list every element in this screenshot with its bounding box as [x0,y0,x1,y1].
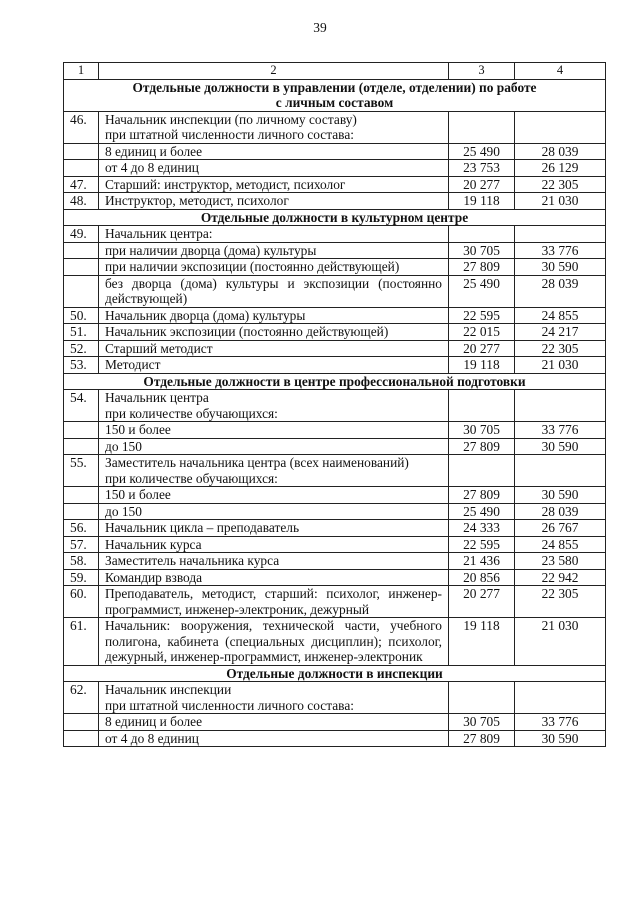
header-col-1: 1 [64,63,99,80]
salary-col-3 [449,455,515,487]
salary-col-4: 33 776 [515,422,606,439]
row-number [64,503,99,520]
salary-col-3: 20 856 [449,569,515,586]
salary-col-4: 33 776 [515,242,606,259]
salary-col-3: 30 705 [449,242,515,259]
row-number: 52. [64,340,99,357]
position-name: Заместитель начальника центра (всех наименований) при количестве обучающихся: [99,455,449,487]
row-number [64,160,99,177]
salary-col-4: 28 039 [515,503,606,520]
row-number [64,143,99,160]
row-number: 61. [64,618,99,666]
table-row [64,340,606,357]
table-row [64,553,606,570]
table-row [64,586,606,618]
salary-col-3: 19 118 [449,193,515,210]
salary-col-4: 26 129 [515,160,606,177]
table-row [64,730,606,747]
salary-col-3 [449,390,515,422]
row-number [64,275,99,307]
position-name: Начальник инспекции при штатной численности личного состава: [99,682,449,714]
salary-col-4 [515,455,606,487]
table-row [64,390,606,422]
table-row [64,618,606,666]
salary-col-3: 24 333 [449,520,515,537]
salary-col-4: 28 039 [515,143,606,160]
salary-col-4: 21 030 [515,618,606,666]
section-heading-management: Отдельные должности в управлении (отделе, отделении) по работе с личным составом [64,79,606,111]
salary-col-4: 30 590 [515,438,606,455]
table-row [64,160,606,177]
salary-col-3: 20 277 [449,340,515,357]
position-name: Командир взвода [99,569,449,586]
salary-col-3: 19 118 [449,618,515,666]
position-subitem: до 150 [99,438,449,455]
row-number [64,259,99,276]
salary-col-3: 27 809 [449,259,515,276]
salary-col-3: 27 809 [449,438,515,455]
position-name: Преподаватель, методист, старший: психолог, инженер-программист, инженер-электроник, дежурный [99,586,449,618]
page-number: 39 [313,20,327,35]
position-subitem: до 150 [99,503,449,520]
salary-col-4: 28 039 [515,275,606,307]
table-row [64,520,606,537]
salary-col-4: 33 776 [515,714,606,731]
table-row [64,111,606,143]
position-name: Начальник инспекции (по личному составу) при штатной численности личного состава: [99,111,449,143]
row-number: 56. [64,520,99,537]
position-name: Инструктор, методист, психолог [99,193,449,210]
salary-col-3: 23 753 [449,160,515,177]
position-subitem: 8 единиц и более [99,143,449,160]
salary-col-4: 24 217 [515,324,606,341]
salary-col-4: 23 580 [515,553,606,570]
section-row [64,209,606,226]
section-row [64,665,606,682]
position-subitem: без дворца (дома) культуры и экспозиции (постоянно действующей) [99,275,449,307]
table-row [64,193,606,210]
salary-col-4: 30 590 [515,259,606,276]
row-number [64,730,99,747]
position-name: Начальник: вооружения, технической части, учебного полигона, кабинета (специальных дисциплин); психолог, дежурный, инженер-программист, инженер-электроник [99,618,449,666]
table-header-row [64,63,606,80]
table-row [64,438,606,455]
salary-col-3: 25 490 [449,503,515,520]
table-row [64,143,606,160]
salary-col-3 [449,682,515,714]
salary-col-3: 20 277 [449,176,515,193]
table-row [64,242,606,259]
row-number: 48. [64,193,99,210]
salary-col-3: 27 809 [449,730,515,747]
position-name: Начальник дворца (дома) культуры [99,307,449,324]
salary-col-4: 22 942 [515,569,606,586]
table-row [64,275,606,307]
position-name: Методист [99,357,449,374]
position-name: Старший: инструктор, методист, психолог [99,176,449,193]
salary-col-3: 30 705 [449,714,515,731]
row-number: 46. [64,111,99,143]
row-number: 59. [64,569,99,586]
row-number: 50. [64,307,99,324]
salary-col-4: 30 590 [515,730,606,747]
salary-col-3: 19 118 [449,357,515,374]
salary-col-4: 24 855 [515,307,606,324]
salary-col-3: 27 809 [449,487,515,504]
position-subitem: от 4 до 8 единиц [99,730,449,747]
row-number: 49. [64,226,99,243]
salary-col-4 [515,226,606,243]
row-number [64,487,99,504]
salary-col-3: 22 595 [449,307,515,324]
position-subitem: от 4 до 8 единиц [99,160,449,177]
position-subitem: при наличии дворца (дома) культуры [99,242,449,259]
section-row [64,79,606,111]
row-number: 54. [64,390,99,422]
table-row [64,455,606,487]
row-number [64,422,99,439]
salary-col-4: 22 305 [515,340,606,357]
row-number: 47. [64,176,99,193]
row-number: 55. [64,455,99,487]
row-number [64,438,99,455]
salary-col-4: 22 305 [515,586,606,618]
salary-col-4: 30 590 [515,487,606,504]
salary-col-4: 22 305 [515,176,606,193]
table-row [64,503,606,520]
section-row [64,373,606,390]
row-number [64,714,99,731]
row-number: 53. [64,357,99,374]
salary-col-4: 21 030 [515,193,606,210]
position-subitem: 150 и более [99,487,449,504]
table-row [64,487,606,504]
salary-col-3: 30 705 [449,422,515,439]
salary-col-3 [449,226,515,243]
header-col-2: 2 [99,63,449,80]
row-number [64,242,99,259]
salary-col-4: 26 767 [515,520,606,537]
position-name: Заместитель начальника курса [99,553,449,570]
salary-col-4 [515,390,606,422]
section-heading-inspection: Отдельные должности в инспекции [64,665,606,682]
table-row [64,357,606,374]
table-row [64,324,606,341]
row-number: 60. [64,586,99,618]
table-row [64,536,606,553]
table-row [64,259,606,276]
position-name: Начальник курса [99,536,449,553]
salary-col-3: 25 490 [449,275,515,307]
salary-col-3: 25 490 [449,143,515,160]
row-number: 51. [64,324,99,341]
salary-col-4: 21 030 [515,357,606,374]
table-row [64,714,606,731]
position-name: Начальник экспозиции (постоянно действующей) [99,324,449,341]
table-row [64,682,606,714]
section-heading-training: Отдельные должности в центре профессиональной подготовки [64,373,606,390]
salary-col-3: 20 277 [449,586,515,618]
row-number: 58. [64,553,99,570]
position-name: Старший методист [99,340,449,357]
header-col-3: 3 [449,63,515,80]
salary-col-3: 21 436 [449,553,515,570]
row-number: 57. [64,536,99,553]
salary-col-3: 22 595 [449,536,515,553]
position-subitem: 150 и более [99,422,449,439]
table-row [64,307,606,324]
position-subitem: при наличии экспозиции (постоянно действующей) [99,259,449,276]
row-number: 62. [64,682,99,714]
salary-col-4: 24 855 [515,536,606,553]
salary-col-3: 22 015 [449,324,515,341]
salary-table [63,62,606,747]
salary-col-4 [515,111,606,143]
position-name: Начальник центра при количестве обучающихся: [99,390,449,422]
position-subitem: 8 единиц и более [99,714,449,731]
section-heading-culture: Отдельные должности в культурном центре [64,209,606,226]
position-name: Начальник цикла – преподаватель [99,520,449,537]
table-row [64,226,606,243]
table-row [64,569,606,586]
table-row [64,422,606,439]
salary-col-4 [515,682,606,714]
position-name: Начальник центра: [99,226,449,243]
salary-col-3 [449,111,515,143]
table-row [64,176,606,193]
header-col-4: 4 [515,63,606,80]
